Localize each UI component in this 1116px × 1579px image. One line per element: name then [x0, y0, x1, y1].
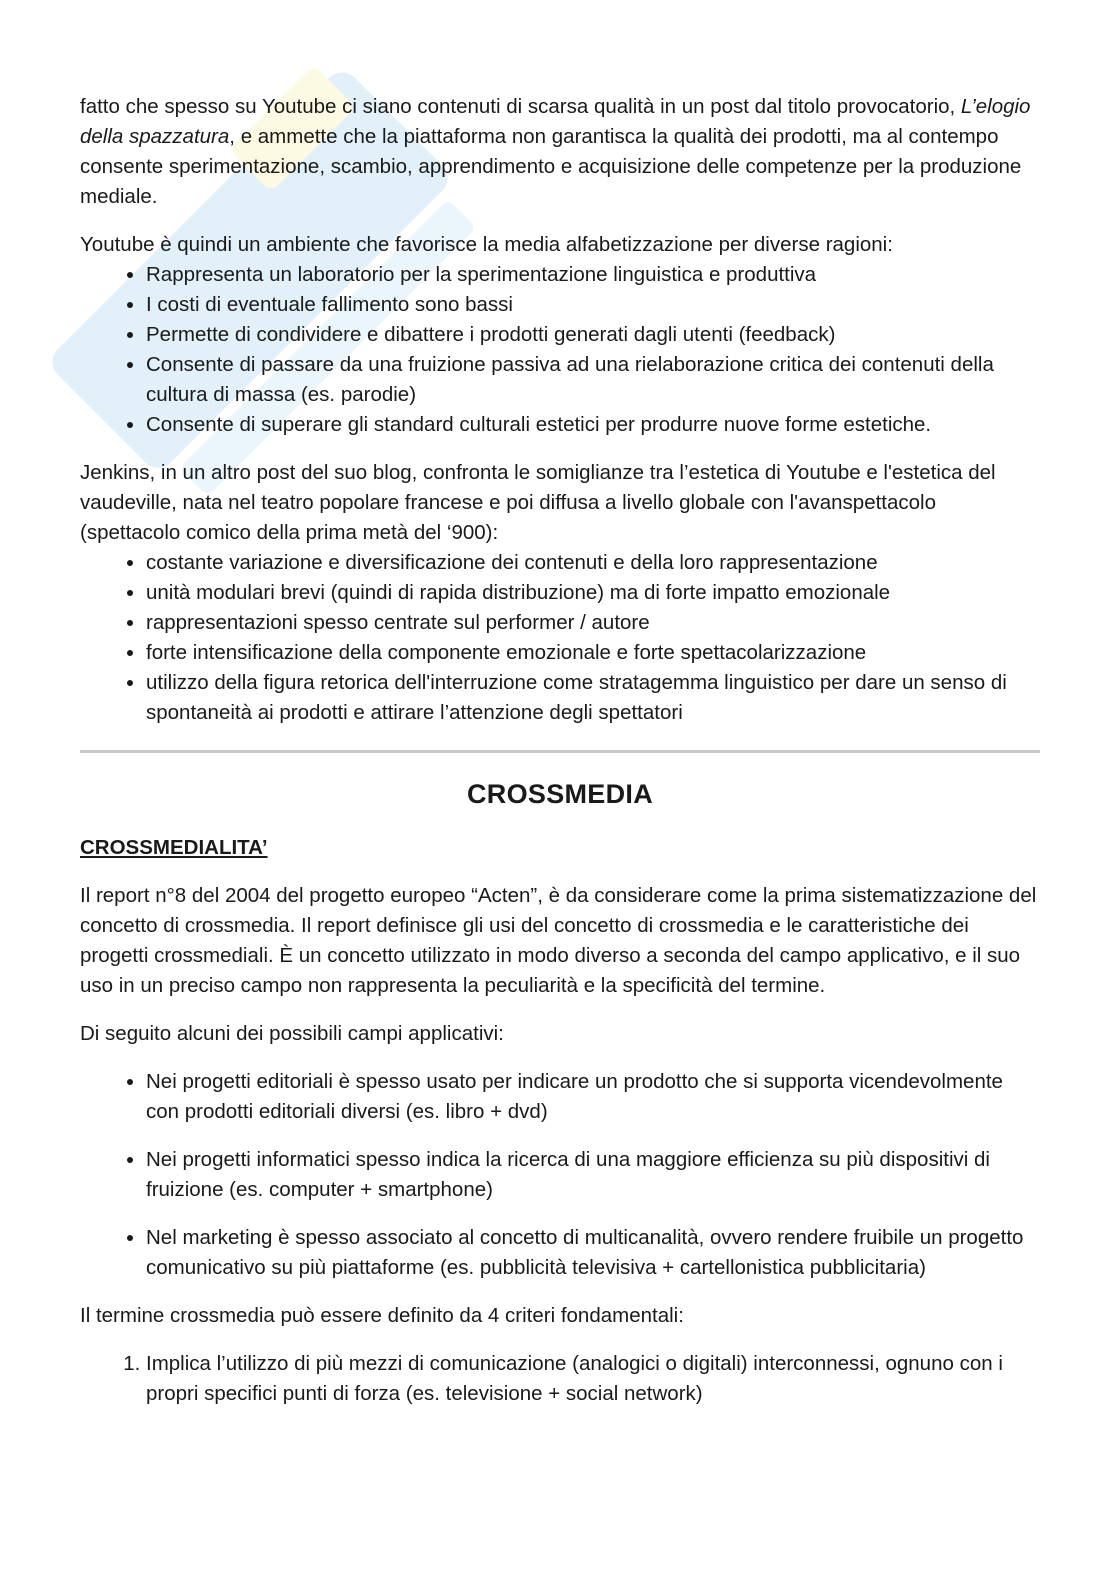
fields-list [80, 1067, 1040, 1283]
list-item: • unità modulari brevi (quindi di rapida distribuzione) ma di forte impatto emozionale [146, 578, 1040, 608]
criteria-lead: Il termine crossmedia può essere definito da 4 criteri fondamentali: [80, 1304, 684, 1327]
list-item: • Rappresenta un laboratorio per la sperimentazione linguistica e produttiva [146, 260, 1040, 290]
list-item: • rappresentazioni spesso centrate sul performer / autore [146, 608, 1040, 638]
list-item: • I costi di eventuale fallimento sono bassi [146, 290, 1040, 320]
intro-text-end: , e ammette che la piattaforma non garantisca la qualità dei prodotti, ma al contempo consente sperimentazione, scambio, apprendimento e acquisizione delle competenze per la produzione mediale. [80, 125, 1022, 208]
intro-text-start: fatto che spesso su Youtube ci siano contenuti di scarsa qualità in un post dal titolo provocatorio, [80, 95, 961, 118]
list-item: 1. Implica l’utilizzo di più mezzi di comunicazione (analogici o digitali) interconnessi, ognuno con i propri specifici punti di forza (es. televisione + social network) [146, 1349, 1040, 1409]
vaudeville-list [80, 548, 1040, 728]
crossmedia-intro-paragraph: Il report n°8 del 2004 del progetto europeo “Acten”, è da considerare come la prima sistematizzazione del concetto di crossmedia. Il report definisce gli usi del concetto di crossmedia e le caratteristiche dei progetti crossmediali. È un concetto utilizzato in modo diverso a seconda del campo applicativo, e il suo uso in un preciso campo non rappresenta la peculiarità e la specificità del termine. [80, 884, 1037, 997]
vaudeville-lead: Jenkins, in un altro post del suo blog, confronta le somiglianze tra l’estetica di Youtube e l'estetica del vaudeville, nata nel teatro popolare francese e poi diffusa a livello globale con l'avanspettacolo (spettacolo comico della prima metà del ‘900): [80, 461, 996, 544]
fields-lead: Di seguito alcuni dei possibili campi applicativi: [80, 1022, 504, 1045]
post-title-italic: L’elogio della spazzatura [80, 95, 1031, 148]
youtube-literacy-list [80, 260, 1040, 440]
section-divider [80, 750, 1040, 753]
youtube-literacy-lead: Youtube è quindi un ambiente che favorisce la media alfabetizzazione per diverse ragioni: [80, 233, 893, 256]
document-body [80, 92, 1040, 1427]
section-title: CROSSMEDIA [466, 779, 653, 809]
subsection-title: CROSSMEDIALITA’ [80, 836, 268, 859]
list-item: • Nei progetti informatici spesso indica la ricerca di una maggiore efficienza su più dispositivi di fruizione (es. computer + smartphone) [146, 1145, 1040, 1205]
list-item: • forte intensificazione della componente emozionale e forte spettacolarizzazione [146, 638, 1040, 668]
list-item: • Consente di passare da una fruizione passiva ad una rielaborazione critica dei contenuti della cultura di massa (es. parodie) [146, 350, 1040, 410]
list-item: • Permette di condividere e dibattere i prodotti generati dagli utenti (feedback) [146, 320, 1040, 350]
list-item: • utilizzo della figura retorica dell'interruzione come stratagemma linguistico per dare un senso di spontaneità ai prodotti e attirare l’attenzione degli spettatori [146, 668, 1040, 728]
list-item: • Nel marketing è spesso associato al concetto di multicanalità, ovvero rendere fruibile un progetto comunicativo su più piattaforme (es. pubblicità televisiva + cartellonistica pubblicitaria) [146, 1223, 1040, 1283]
list-item: • costante variazione e diversificazione dei contenuti e della loro rappresentazione [146, 548, 1040, 578]
list-item: • Consente di superare gli standard culturali estetici per produrre nuove forme estetiche. [146, 410, 1040, 440]
list-item: • Nei progetti editoriali è spesso usato per indicare un prodotto che si supporta vicendevolmente con prodotti editoriali diversi (es. libro + dvd) [146, 1067, 1040, 1127]
intro-paragraph [80, 92, 1040, 212]
criteria-list [80, 1349, 1040, 1409]
